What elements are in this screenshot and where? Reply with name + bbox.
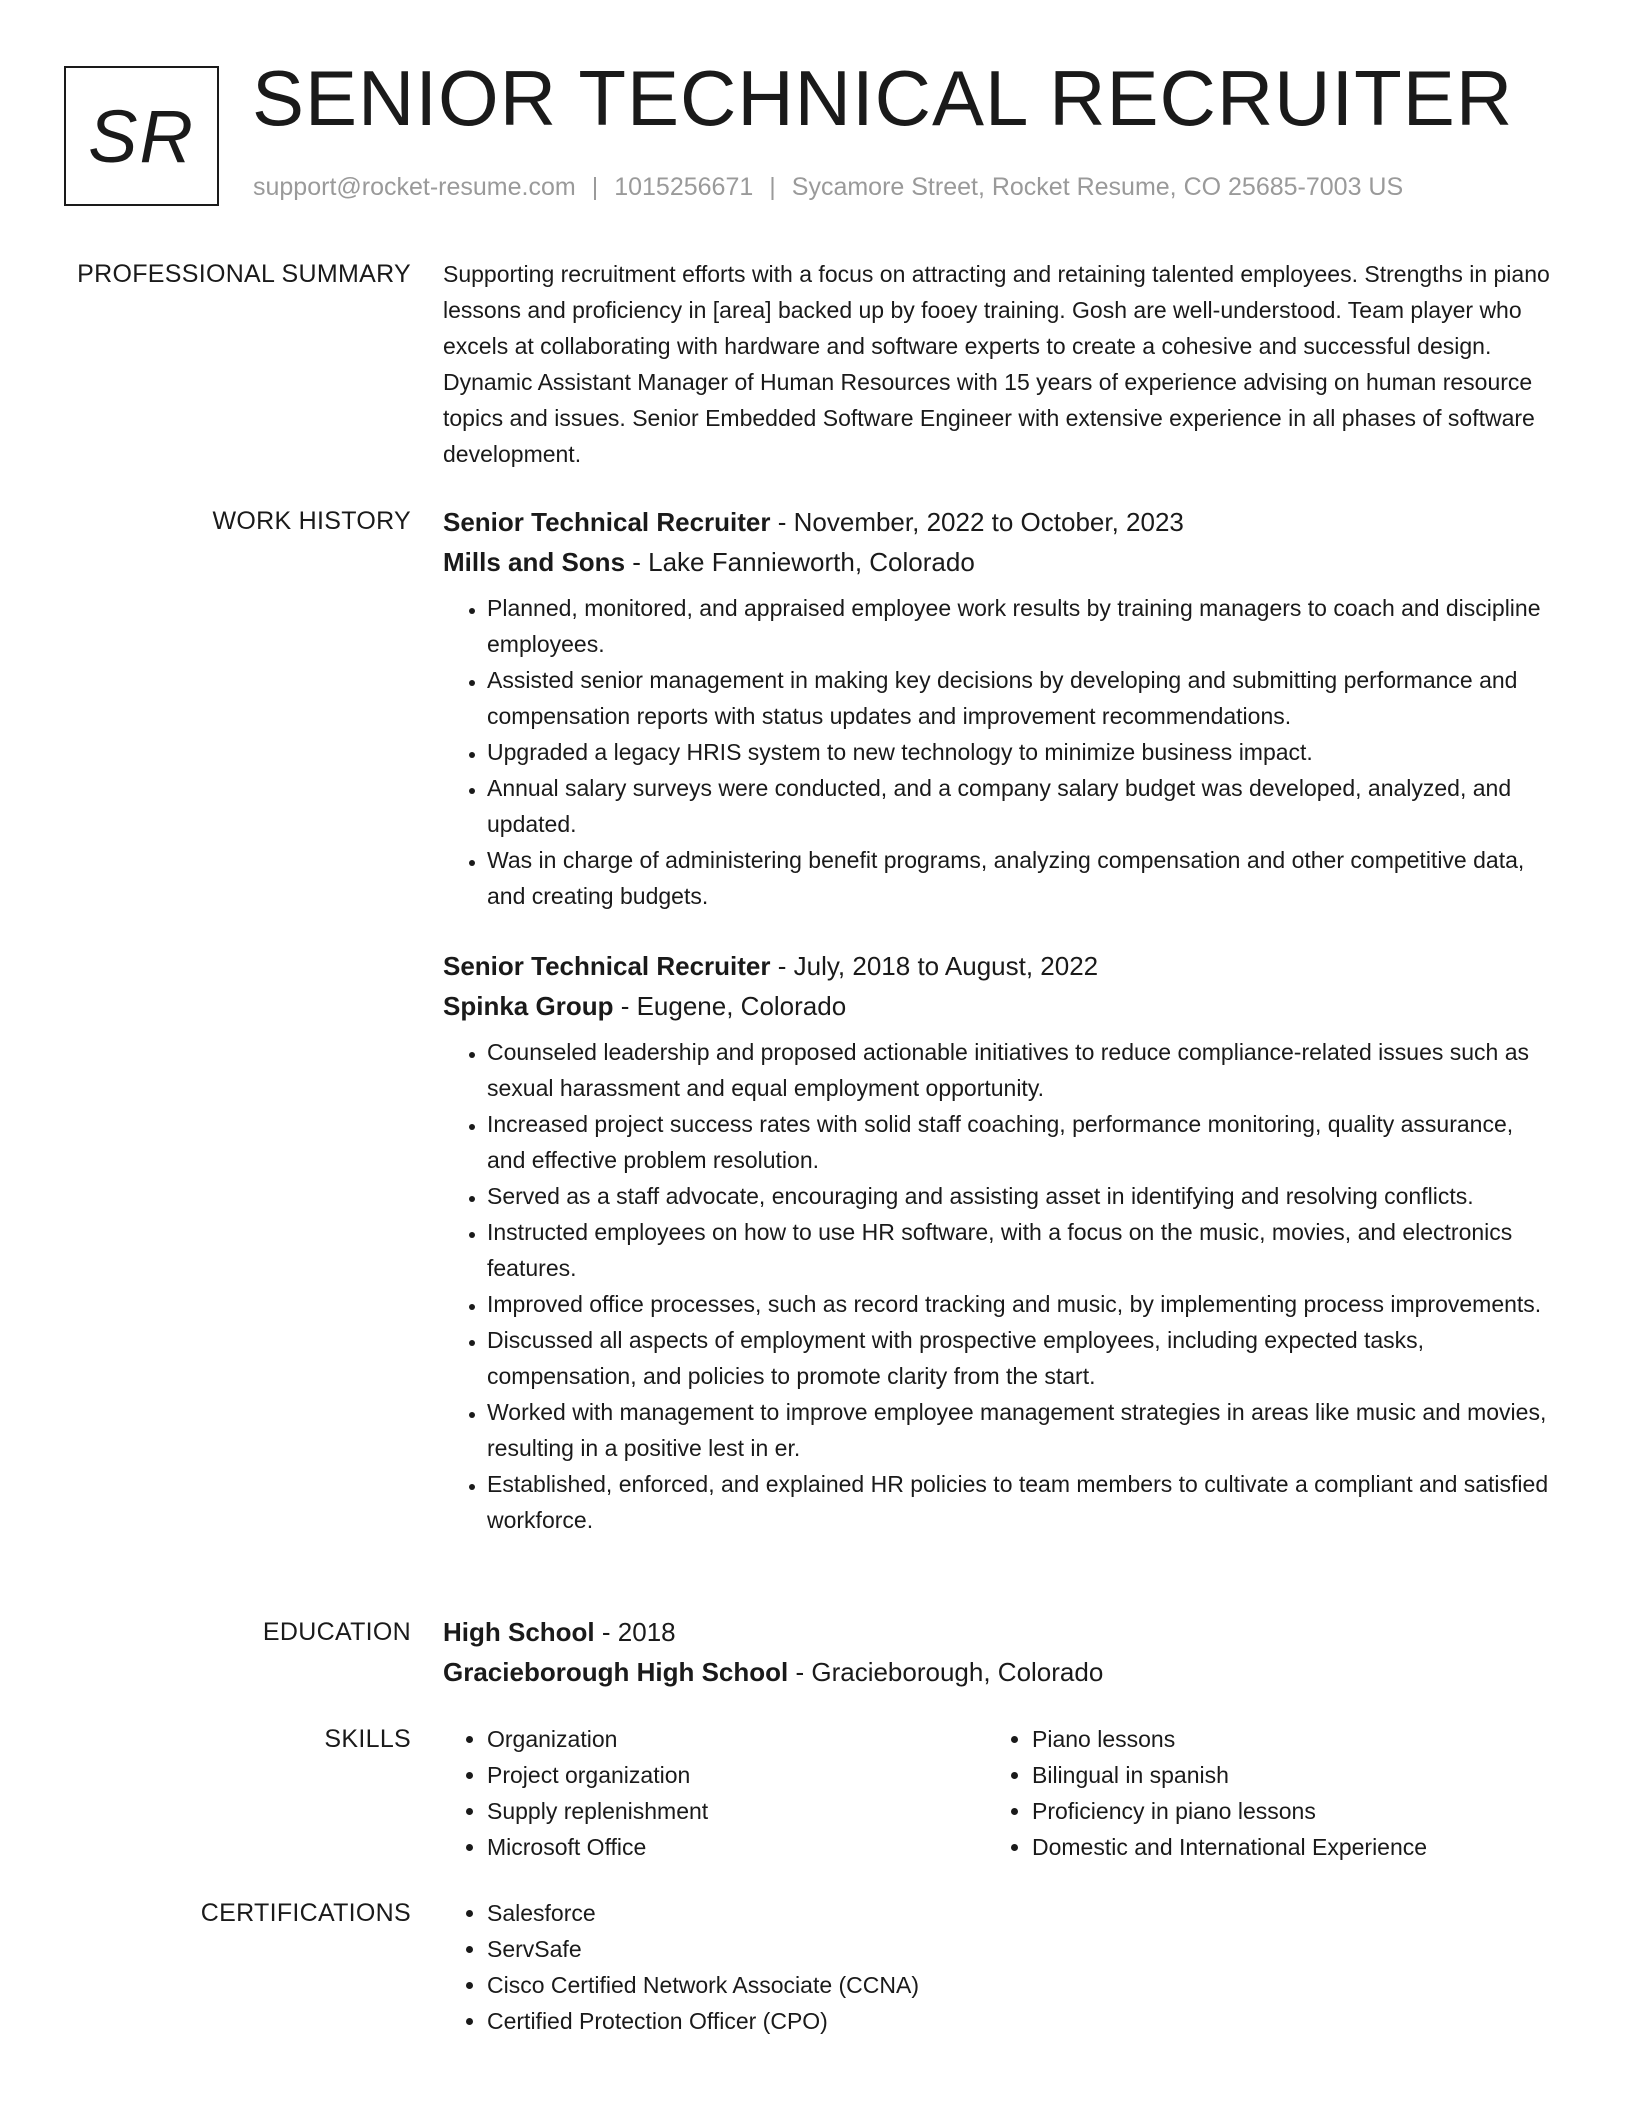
skill-item: • Project organization [487,1757,988,1793]
skill-item: • Domestic and International Experience [1032,1829,1533,1865]
job-company-line [443,542,1553,582]
job-dates: - November, 2022 to October, 2023 [770,507,1184,537]
job-bullet: • Served as a staff advocate, encouraging and assisting asset in identifying and resolving conflicts. [487,1178,1553,1214]
job-bullet: • Upgraded a legacy HRIS system to new technology to minimize business impact. [487,734,1553,770]
education-school: Gracieborough High School [443,1657,789,1687]
skill-item: • Proficiency in piano lessons [1032,1793,1533,1829]
skills-body [443,1721,1553,1865]
education-degree-line [443,1612,1553,1652]
job-bullet: • Increased project success rates with solid staff coaching, performance monitoring, quality assurance, and effective problem resolution. [487,1106,1553,1178]
resume-title: SENIOR TECHNICAL RECRUITER [252,54,1514,142]
skill-item: • Piano lessons [1032,1721,1533,1757]
certification-item: • ServSafe [487,1931,1553,1967]
job-bullets [443,1034,1553,1538]
job-bullet: • Worked with management to improve employee management strategies in areas like music and movies, resulting in a positive lest in er. [487,1394,1553,1466]
education-year: - 2018 [594,1617,676,1647]
job-location: - Eugene, Colorado [613,991,847,1021]
job-entry [443,946,1553,1538]
work-history-body [443,502,1553,1538]
job-location: - Lake Fannieworth, Colorado [625,547,975,577]
job-bullet: • Was in charge of administering benefit programs, analyzing compensation and other competitive data, and creating budgets. [487,842,1553,914]
job-role-line [443,502,1553,542]
skill-item: • Supply replenishment [487,1793,988,1829]
contact-line [253,173,1403,202]
certification-item: • Salesforce [487,1895,1553,1931]
education-school-line [443,1652,1553,1692]
skill-item: • Organization [487,1721,988,1757]
job-role-line [443,946,1553,986]
contact-separator: | [769,173,776,201]
contact-separator: | [591,173,599,201]
job-bullet: • Improved office processes, such as record tracking and music, by implementing process improvements. [487,1286,1553,1322]
job-bullet: • Established, enforced, and explained HR policies to team members to cultivate a compliant and satisfied workforce. [487,1466,1553,1538]
job-company: Spinka Group [443,991,614,1021]
monogram-initials: SR [88,94,195,178]
education-degree: High School [443,1617,595,1647]
summary-text: Supporting recruitment efforts with a focus on attracting and retaining talented employees. Strengths in piano lessons and proficiency in [area] backed up by fooey training. Gosh are well-understood. Team player who excels at collaborating with hardware and software experts to create a cohesive and successful design. Dynamic Assistant Manager of Human Resources with 15 years of experience advising on human resource topics and issues. Senior Embedded Software Engineer with extensive experience in all phases of software development. [443,261,1550,467]
contact-email[interactable]: support@rocket-resume.com [253,173,576,201]
summary-heading: PROFESSIONAL SUMMARY [77,260,411,288]
job-bullet: • Assisted senior management in making key decisions by developing and submitting performance and compensation reports with status updates and improvement recommendations. [487,662,1553,734]
job-company: Mills and Sons [443,547,626,577]
job-bullet: • Counseled leadership and proposed actionable initiatives to reduce compliance-related issues such as sexual harassment and equal employment opportunity. [487,1034,1553,1106]
job-dates: - July, 2018 to August, 2022 [770,951,1099,981]
work-history-heading: WORK HISTORY [212,507,411,535]
job-role: Senior Technical Recruiter [443,507,771,537]
certification-item: • Certified Protection Officer (CPO) [487,2003,1553,2039]
skills-grid [443,1721,1553,1865]
job-role: Senior Technical Recruiter [443,951,771,981]
certification-item: • Cisco Certified Network Associate (CCNA) [487,1967,1553,2003]
contact-address: Sycamore Street, Rocket Resume, CO 25685-7003 US [791,173,1404,201]
skills-column-right [988,1721,1533,1865]
job-bullets [443,590,1553,914]
job-entry [443,502,1553,914]
job-bullet: • Annual salary surveys were conducted, and a company salary budget was developed, analyzed, and updated. [487,770,1553,842]
job-bullet: • Instructed employees on how to use HR software, with a focus on the music, movies, and electronics features. [487,1214,1553,1286]
certification-list [443,1895,1553,2039]
certifications-heading: CERTIFICATIONS [200,1899,411,1927]
skill-item: • Bilingual in spanish [1032,1757,1533,1793]
certifications-body [443,1895,1553,2039]
job-bullet: • Planned, monitored, and appraised employee work results by training managers to coach and discipline employees. [487,590,1553,662]
contact-phone[interactable]: 1015256671 [614,173,754,201]
education-heading: EDUCATION [262,1618,411,1646]
skill-item: • Microsoft Office [487,1829,988,1865]
education-body [443,1612,1553,1692]
skills-heading: SKILLS [324,1725,411,1753]
job-bullet: • Discussed all aspects of employment with prospective employees, including expected tasks, compensation, and policies to promote clarity from the start. [487,1322,1553,1394]
monogram-box [64,66,219,206]
summary-body [443,256,1553,472]
skills-column-left [443,1721,988,1865]
education-location: - Gracieborough, Colorado [788,1657,1104,1687]
job-company-line [443,986,1553,1026]
